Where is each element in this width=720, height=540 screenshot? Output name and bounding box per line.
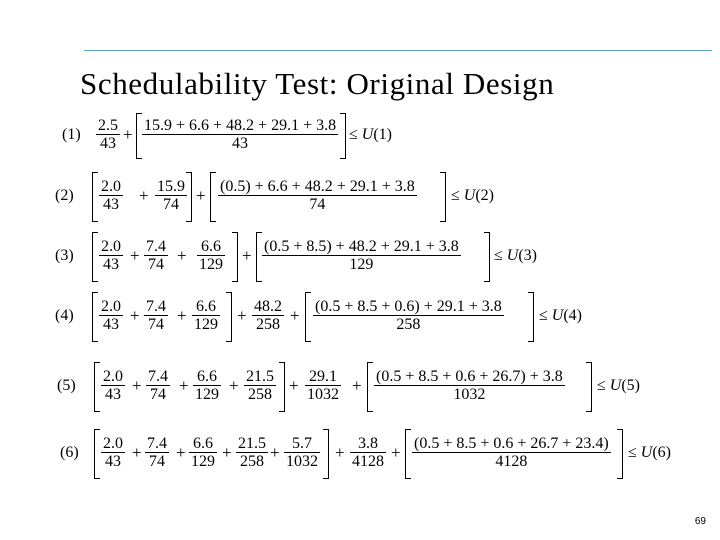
denominator: 1032 (307, 386, 339, 403)
fraction (96, 117, 120, 152)
right-bracket (232, 232, 238, 282)
utilization-bound: ≤ U(3) (494, 247, 537, 264)
utilization-bound: ≤ U(6) (628, 444, 671, 461)
equation-label: (5) (57, 377, 76, 394)
plus-sign: + (391, 443, 401, 462)
right-bracket (186, 172, 192, 222)
fraction (305, 368, 341, 403)
equation-label: (2) (55, 187, 74, 204)
left-bracket (305, 292, 311, 342)
numerator: 2.0 (101, 178, 121, 195)
numerator: 5.7 (292, 435, 312, 452)
plus-sign: + (132, 443, 142, 462)
fraction (412, 435, 611, 470)
plus-sign: + (289, 376, 299, 395)
fraction (193, 368, 221, 403)
denominator: 74 (163, 196, 179, 213)
numerator: 2.0 (101, 298, 121, 315)
equation-label: (6) (60, 444, 79, 461)
fraction (218, 178, 417, 213)
left-bracket (405, 429, 411, 479)
denominator: 1032 (453, 386, 486, 403)
numerator: 15.9 (157, 178, 185, 195)
plus-sign: + (177, 246, 187, 265)
numerator: 7.4 (148, 368, 168, 385)
right-bracket (617, 429, 623, 479)
denominator: 129 (191, 453, 215, 470)
denominator: 258 (256, 316, 280, 333)
numerator: (0.5) + 6.6 + 48.2 + 29.1 + 3.8 (220, 178, 415, 195)
denominator: 129 (194, 316, 218, 333)
fraction (313, 298, 504, 333)
denominator: 258 (396, 316, 421, 333)
fraction (155, 178, 187, 213)
right-bracket (484, 232, 490, 282)
denominator: 74 (309, 196, 326, 213)
numerator: 7.4 (147, 435, 167, 452)
numerator: 7.4 (146, 238, 166, 255)
left-bracket (367, 362, 373, 412)
fraction (189, 435, 217, 470)
plus-sign: + (130, 306, 140, 325)
denominator: 1032 (286, 453, 318, 470)
denominator: 74 (148, 316, 164, 333)
fraction (244, 368, 276, 403)
plus-sign: + (242, 246, 252, 265)
fraction (99, 238, 123, 273)
plus-sign: + (179, 376, 189, 395)
fraction (192, 298, 220, 333)
equation-label: (3) (55, 247, 74, 264)
plus-sign: + (237, 306, 247, 325)
left-bracket (92, 232, 98, 282)
numerator: 3.8 (358, 435, 378, 452)
slide-title: Schedulability Test: Original Design (80, 66, 555, 101)
numerator: 2.0 (103, 435, 123, 452)
plus-sign: + (176, 443, 186, 462)
right-bracket (226, 292, 232, 342)
numerator: 21.5 (238, 435, 266, 452)
utilization-bound: ≤ U(2) (451, 187, 494, 204)
denominator: 74 (149, 453, 165, 470)
fraction (284, 435, 320, 470)
denominator: 43 (105, 453, 121, 470)
fraction (252, 298, 284, 333)
denominator: 74 (148, 256, 164, 273)
right-bracket (440, 172, 446, 222)
denominator: 4128 (495, 453, 528, 470)
plus-sign: + (123, 125, 133, 144)
numerator: 21.5 (246, 368, 274, 385)
plus-sign: + (139, 186, 149, 205)
numerator: 6.6 (193, 435, 213, 452)
fraction (145, 435, 169, 470)
fraction (197, 238, 225, 273)
numerator: 48.2 (254, 298, 282, 315)
denominator: 4128 (352, 453, 384, 470)
title-rule (84, 50, 712, 51)
numerator: 6.6 (197, 368, 217, 385)
plus-sign: + (352, 376, 362, 395)
fraction (142, 117, 338, 152)
numerator: 2.0 (103, 368, 123, 385)
denominator: 258 (248, 386, 272, 403)
fraction (101, 368, 125, 403)
fraction (99, 178, 123, 213)
page-number: 69 (694, 516, 706, 527)
fraction (350, 435, 386, 470)
denominator: 74 (150, 386, 166, 403)
denominator: 43 (103, 196, 119, 213)
numerator: 15.9 + 6.6 + 48.2 + 29.1 + 3.8 (144, 117, 337, 134)
left-bracket (94, 429, 100, 479)
plus-sign: + (132, 376, 142, 395)
numerator: 29.1 (309, 368, 337, 385)
left-bracket (92, 172, 98, 222)
numerator: (0.5 + 8.5 + 0.6) + 29.1 + 3.8 (315, 298, 502, 315)
numerator: 2.5 (98, 117, 118, 134)
fraction (144, 298, 168, 333)
plus-sign: + (335, 443, 345, 462)
numerator: 7.4 (146, 298, 166, 315)
denominator: 43 (100, 135, 116, 152)
denominator: 43 (232, 135, 249, 152)
right-bracket (586, 362, 592, 412)
fraction (146, 368, 170, 403)
plus-sign: + (290, 306, 300, 325)
left-bracket (94, 362, 100, 412)
equation-label: (1) (62, 126, 81, 143)
left-bracket (210, 172, 216, 222)
fraction (236, 435, 268, 470)
plus-sign: + (196, 186, 206, 205)
fraction (262, 238, 461, 273)
numerator: 6.6 (196, 298, 216, 315)
denominator: 43 (103, 316, 119, 333)
utilization-bound: ≤ U(5) (597, 377, 640, 394)
denominator: 129 (349, 256, 374, 273)
plus-sign: + (270, 443, 280, 462)
denominator: 43 (103, 256, 119, 273)
numerator: 2.0 (101, 238, 121, 255)
denominator: 129 (195, 386, 219, 403)
right-bracket (340, 113, 346, 159)
fraction (101, 435, 125, 470)
right-bracket (528, 292, 534, 342)
plus-sign: + (222, 443, 232, 462)
numerator: 6.6 (201, 238, 221, 255)
denominator: 43 (105, 386, 121, 403)
denominator: 129 (199, 256, 223, 273)
numerator: (0.5 + 8.5 + 0.6 + 26.7 + 23.4) (414, 435, 609, 452)
utilization-bound: ≤ U(4) (539, 307, 582, 324)
fraction (144, 238, 168, 273)
numerator: (0.5 + 8.5) + 48.2 + 29.1 + 3.8 (264, 238, 459, 255)
plus-sign: + (130, 246, 140, 265)
denominator: 258 (240, 453, 264, 470)
right-bracket (323, 429, 329, 479)
right-bracket (279, 362, 285, 412)
plus-sign: + (229, 376, 239, 395)
fraction (374, 368, 565, 403)
left-bracket (92, 292, 98, 342)
equation-label: (4) (55, 307, 74, 324)
plus-sign: + (177, 306, 187, 325)
utilization-bound: ≤ U(1) (349, 126, 392, 143)
fraction (99, 298, 123, 333)
numerator: (0.5 + 8.5 + 0.6 + 26.7) + 3.8 (376, 368, 563, 385)
